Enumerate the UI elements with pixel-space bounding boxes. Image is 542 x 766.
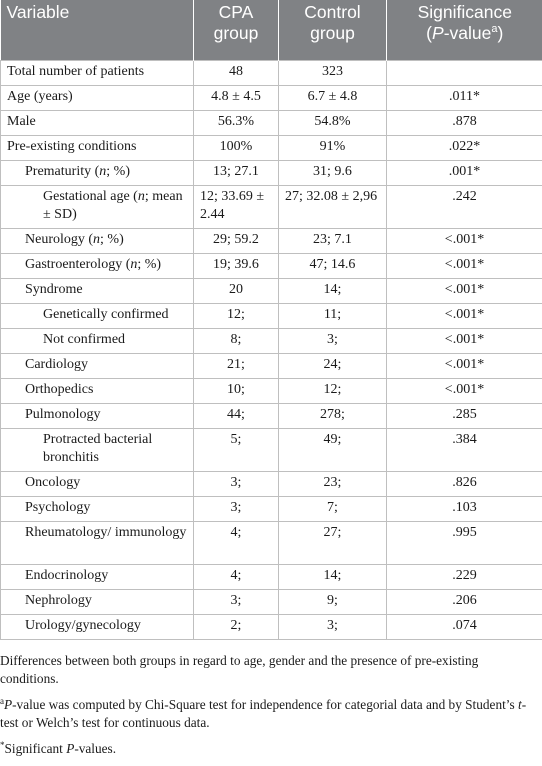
cpa-value: 12; 33.69 ± 2.44 [194,186,279,229]
row-label: Prematurity (n; %) [1,161,194,186]
table-row [1,86,542,111]
cpa-value: 4; [194,565,279,590]
p-value: <.001* [387,329,542,354]
cpa-value: 3; [194,590,279,615]
table-row [1,111,542,136]
p-value: <.001* [387,354,542,379]
table-row [1,329,542,354]
row-label: Cardiology [1,354,194,379]
table-row [1,497,542,522]
table-row [1,590,542,615]
row-label: Psychology [1,497,194,522]
row-label: Genetically confirmed [1,304,194,329]
row-label: Oncology [1,472,194,497]
table-row [1,354,542,379]
header-control-group: Control group [279,0,387,61]
table-row [1,472,542,497]
table-row [1,379,542,404]
p-value: <.001* [387,379,542,404]
control-value: 49; [279,429,387,472]
table-row [1,565,542,590]
cpa-value: 4; [194,522,279,565]
p-value: .384 [387,429,542,472]
table-row [1,61,542,86]
p-value: <.001* [387,279,542,304]
row-label: Protracted bacterial bronchitis [1,429,194,472]
control-value: 11; [279,304,387,329]
control-value: 14; [279,565,387,590]
p-value [387,61,542,86]
p-value: .022* [387,136,542,161]
cpa-value: 8; [194,329,279,354]
p-value: .826 [387,472,542,497]
header-row [1,0,542,61]
cpa-value: 48 [194,61,279,86]
p-value: .074 [387,615,542,640]
table-row [1,229,542,254]
control-value: 24; [279,354,387,379]
row-label: Total number of patients [1,61,194,86]
p-value: <.001* [387,254,542,279]
control-value: 278; [279,404,387,429]
row-label: Nephrology [1,590,194,615]
control-value: 27; [279,522,387,565]
control-value: 3; [279,615,387,640]
p-value: <.001* [387,229,542,254]
p-value: .206 [387,590,542,615]
control-value: 3; [279,329,387,354]
header-variable: Variable [1,0,194,61]
footnote-significant: *Significant P-values. [0,740,540,758]
cpa-value: 29; 59.2 [194,229,279,254]
row-label: Male [1,111,194,136]
row-label: Pre-existing conditions [1,136,194,161]
control-value: 31; 9.6 [279,161,387,186]
table-row [1,254,542,279]
p-value: .285 [387,404,542,429]
p-value: .242 [387,186,542,229]
row-label: Syndrome [1,279,194,304]
cpa-value: 3; [194,472,279,497]
p-value: .011* [387,86,542,111]
control-value: 12; [279,379,387,404]
table-row [1,304,542,329]
cpa-value: 21; [194,354,279,379]
row-label: Neurology (n; %) [1,229,194,254]
control-value: 14; [279,279,387,304]
control-value: 23; 7.1 [279,229,387,254]
cpa-value: 19; 39.6 [194,254,279,279]
cpa-value: 4.8 ± 4.5 [194,86,279,111]
p-value: .995 [387,522,542,565]
row-label: Age (years) [1,86,194,111]
header-significance: Significance (P-value$^a$) [387,0,542,61]
control-value: 323 [279,61,387,86]
control-value: 91% [279,136,387,161]
row-label: Not confirmed [1,329,194,354]
control-value: 7; [279,497,387,522]
control-value: 54.8% [279,111,387,136]
table-row [1,404,542,429]
p-value: .878 [387,111,542,136]
table-row [1,615,542,640]
row-label: Orthopedics [1,379,194,404]
cpa-value: 12; [194,304,279,329]
cpa-value: 100% [194,136,279,161]
p-value: .103 [387,497,542,522]
row-label: Pulmonology [1,404,194,429]
table-row [1,279,542,304]
table-row [1,522,542,565]
row-label: Rheumatology/ immunology [1,522,194,565]
row-label: Endocrinology [1,565,194,590]
row-label: Urology/gynecology [1,615,194,640]
header-cpa-group: CPA group [194,0,279,61]
row-label: Gestational age (n; mean ± SD) [1,186,194,229]
footnote-a: $^a$P-value was computed by Chi-Square test for independence for categorial data and by Student’s t-test or Welch’s test for continuous data. [0,696,540,732]
p-value: .229 [387,565,542,590]
cpa-value: 10; [194,379,279,404]
p-value: .001* [387,161,542,186]
control-value: 47; 14.6 [279,254,387,279]
cpa-value: 5; [194,429,279,472]
control-value: 27; 32.08 ± 2,96 [279,186,387,229]
table-row [1,429,542,472]
control-value: 9; [279,590,387,615]
table-row [1,136,542,161]
table-row [1,161,542,186]
p-value: <.001* [387,304,542,329]
table-caption: Differences between both groups in regard to age, gender and the presence of pre-existing conditions. [0,652,540,688]
cpa-value: 56.3% [194,111,279,136]
cpa-value: 2; [194,615,279,640]
control-value: 23; [279,472,387,497]
cpa-value: 13; 27.1 [194,161,279,186]
table-row [1,186,542,229]
control-value: 6.7 ± 4.8 [279,86,387,111]
cpa-value: 20 [194,279,279,304]
cpa-value: 44; [194,404,279,429]
table-footnotes [0,652,540,766]
row-label: Gastroenterology (n; %) [1,254,194,279]
cpa-value: 3; [194,497,279,522]
